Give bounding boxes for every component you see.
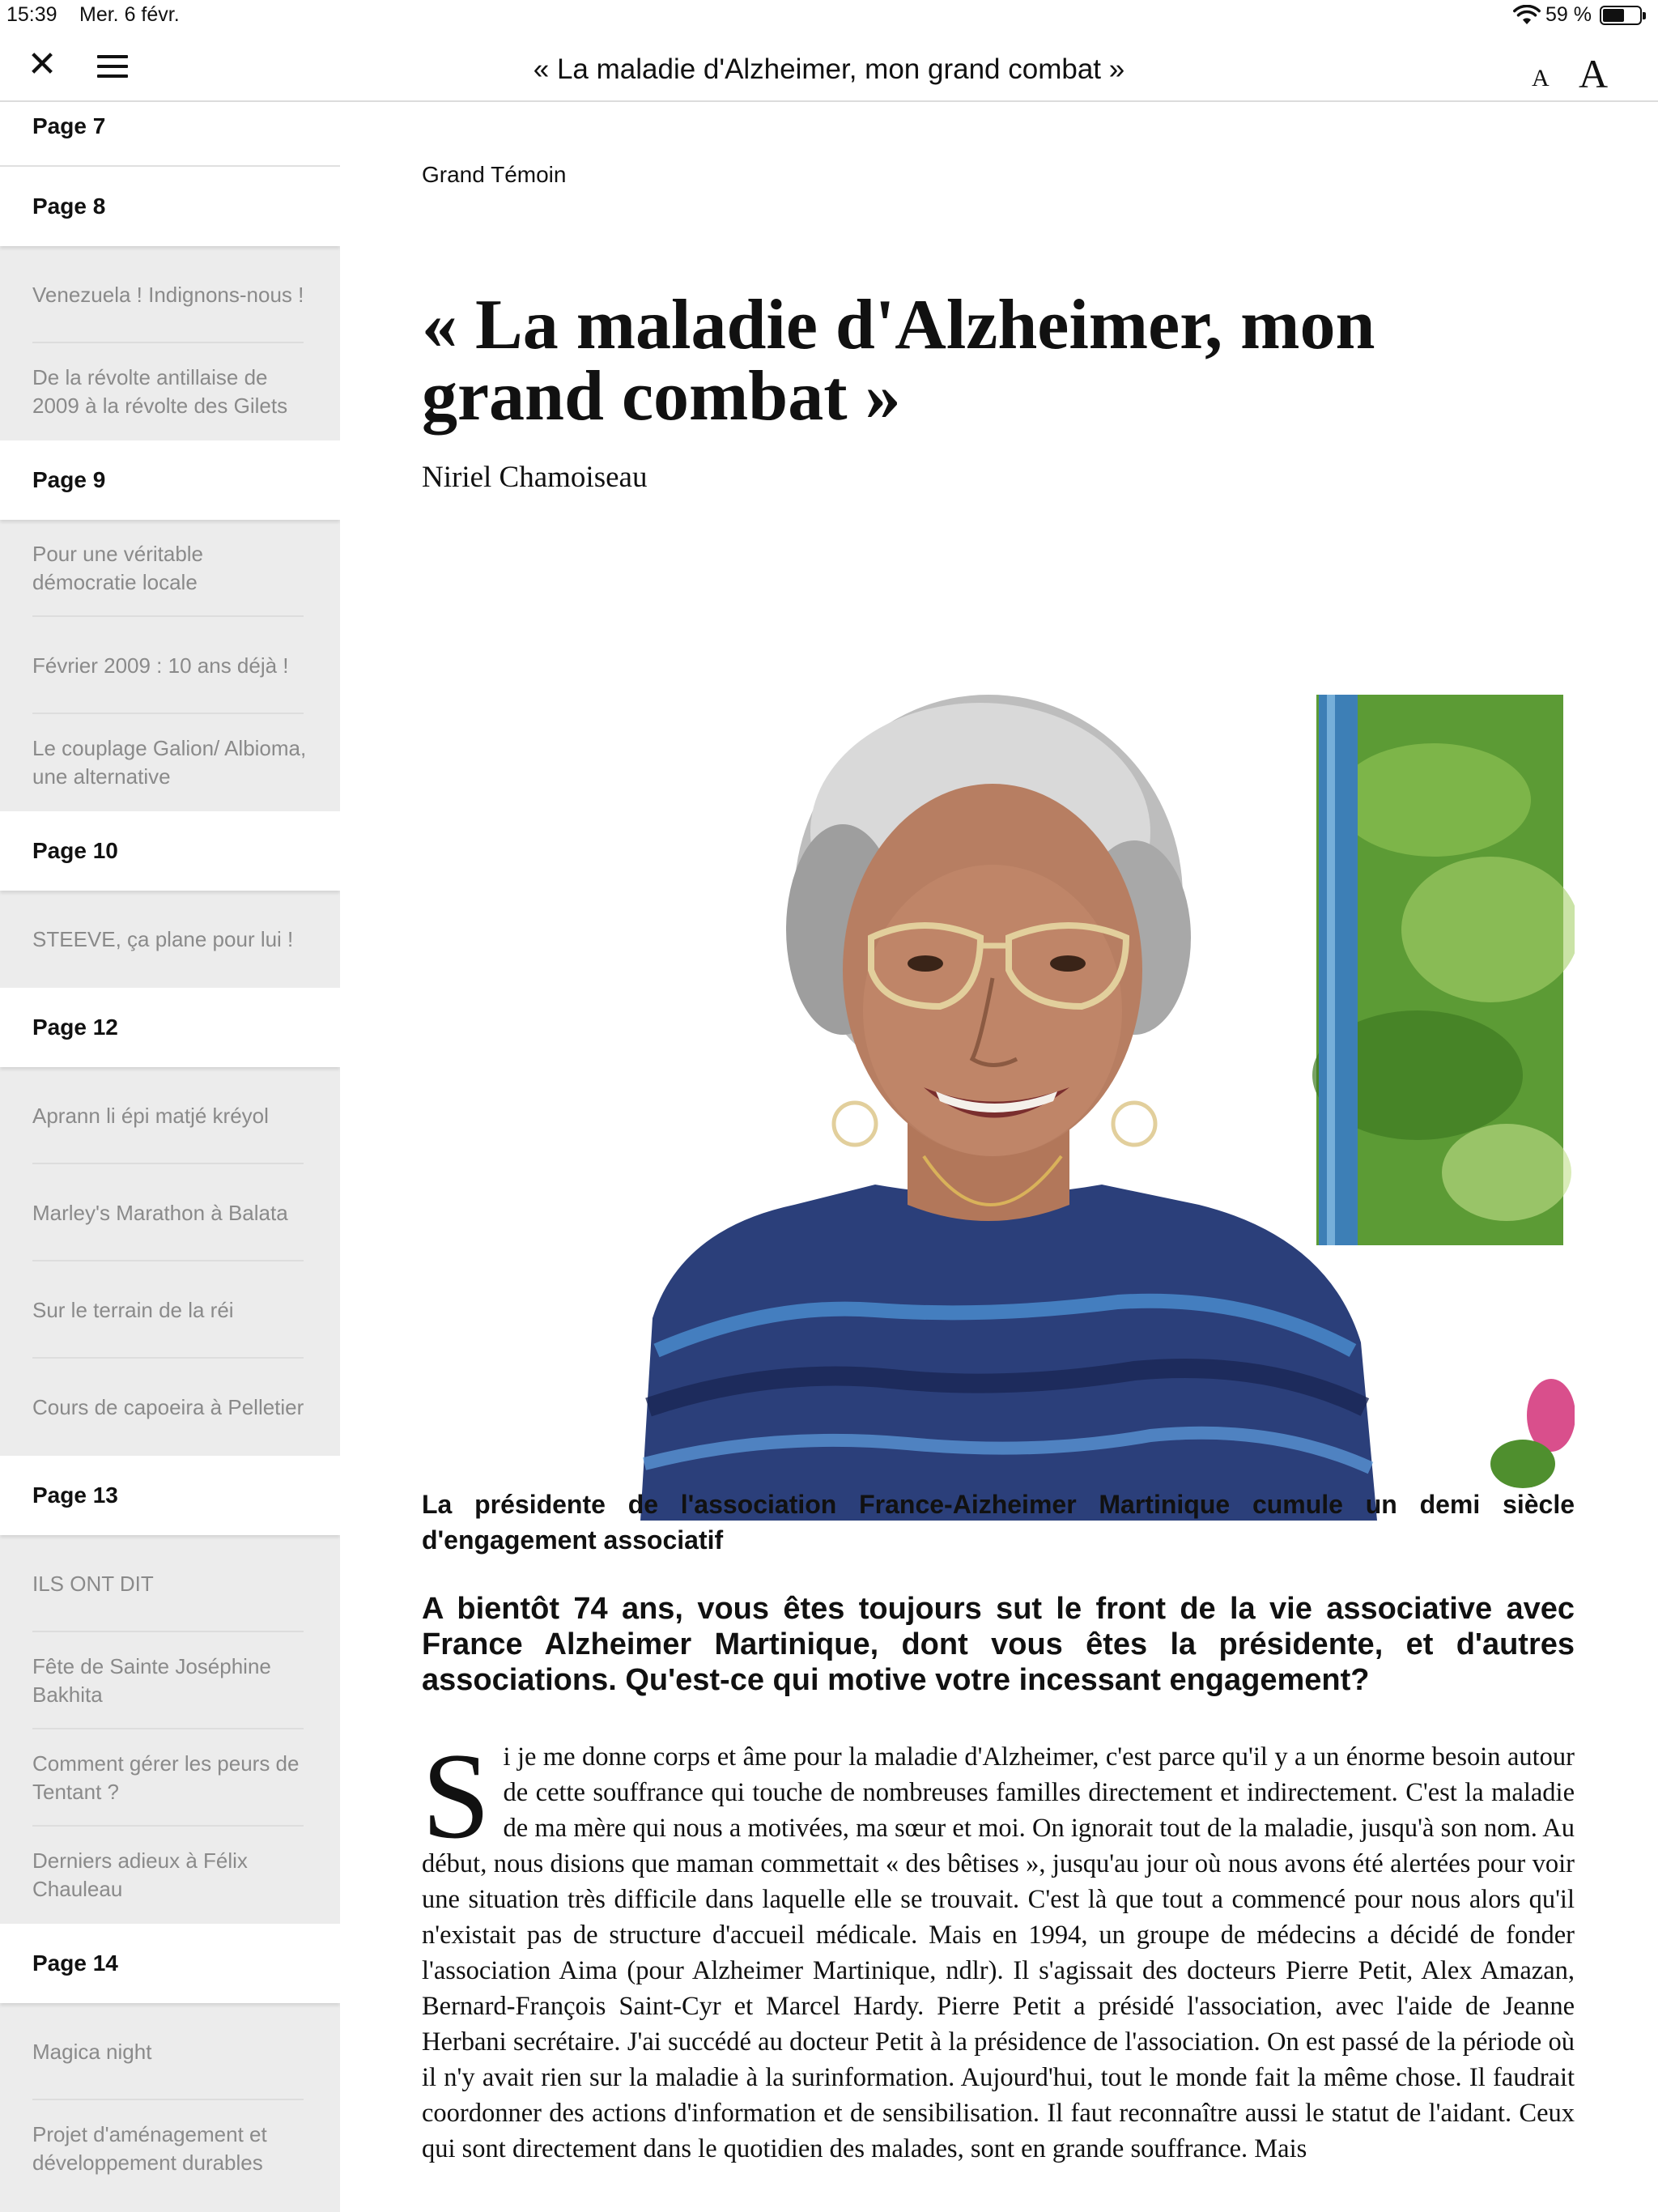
sidebar-page-header[interactable]: Page 7: [0, 104, 340, 167]
status-right: [1513, 3, 1642, 27]
sidebar-article-label: STEEVE, ça plane pour lui !: [32, 926, 294, 951]
sidebar-article-label: Aprann li épi matjé kréyol: [32, 1103, 269, 1128]
sidebar-article-label: Marley's Marathon à Balata: [32, 1200, 288, 1225]
sidebar-article-item[interactable]: [0, 891, 340, 988]
article-body-text: i je me donne corps et âme pour la maladie d'Alzheimer, c'est parce qu'il y a un énorme besoin autour de cette souffrance qui touche de nombreuses familles directement et indirectement. C'est la maladie de ma mère qui nous a motivées, ma sœur et moi. On ignorait tout de la maladie, jusqu'à son nom. Au début, nous disions que maman commettait « des bêtises », jusqu'au jour où nous avons été alertées pour voir une situation très difficile dans laquelle elle se trouvait. C'est là que tout a commencé pour nous alors qu'il n'existait pas de structure d'accueil médicale. Mais en 1994, un groupe de médecins a décidé de fonder l'association Aima (pour Alzheimer Martinique, ndlr). Il s'agissait des docteurs Pierre Petit, Alex Amazan, Bernard-François Saint-Cyr et Marcel Hardy. Pierre Petit a présidé l'association, avec l'aide de Jeanne Herbani secrétaire. J'ai succédé au docteur Petit à la présidence de l'association. On est passé de la période où il n'y avait rien sur la maladie à la surinformation. Aujourd'hui, tout le monde fait la même chose. Il faudrait coordonner des actions d'information et de sensibilisation. Il faut reconnaître aussi le statut de l'aidant. Ceux qui sont directement dans le quotidien des malades, sont en grande souffrance. Mais: [422, 1742, 1575, 2163]
sidebar-article-item[interactable]: [0, 1261, 340, 1359]
sidebar-page-header[interactable]: Page 9: [0, 440, 340, 520]
battery-fill: [1603, 9, 1624, 22]
sidebar-article-item[interactable]: [0, 1164, 340, 1261]
close-icon[interactable]: ✕: [27, 45, 57, 84]
sidebar-article-label: Le couplage Galion/ Albioma, une alternative: [32, 736, 307, 789]
article-headline: « La maladie d'Alzheimer, mon grand combat »: [422, 286, 1375, 436]
sidebar-article-item[interactable]: [0, 343, 340, 440]
sidebar-article-item[interactable]: [0, 1632, 340, 1729]
toolbar-title: « La maladie d'Alzheimer, mon grand combat »: [533, 53, 1125, 85]
sidebar-article-item[interactable]: [0, 1067, 340, 1164]
sidebar-article-item[interactable]: [0, 1359, 340, 1456]
sidebar-page-header[interactable]: Page 12: [0, 988, 340, 1067]
sidebar-article-label: Venezuela ! Indignons-nous !: [32, 282, 304, 307]
sidebar-article-label: Comment gérer les peurs de Tentant ?: [32, 1751, 300, 1804]
sidebar-article-item[interactable]: [0, 2003, 340, 2100]
sidebar-article-label: Projet d'aménagement et développement durables: [32, 2122, 267, 2175]
article-kicker: Grand Témoin: [422, 162, 567, 187]
decrease-font-button[interactable]: A: [1532, 65, 1550, 91]
sidebar-article-item[interactable]: [0, 1535, 340, 1632]
sidebar-article-label: Pour une véritable démocratie locale: [32, 542, 204, 594]
status-bar: [0, 0, 1658, 32]
sidebar-page-header[interactable]: Page 14: [0, 1924, 340, 2003]
sidebar-page-header[interactable]: Page 8: [0, 167, 340, 246]
sidebar-article-item[interactable]: [0, 617, 340, 714]
sidebar-article-item[interactable]: [0, 714, 340, 811]
sidebar-article-label: Magica night: [32, 2039, 152, 2064]
sidebar-article-label: Cours de capoeira à Pelletier: [32, 1394, 304, 1419]
sidebar-page-header[interactable]: Page 13: [0, 1456, 340, 1535]
sidebar-article-label: Sur le terrain de la réi: [32, 1297, 234, 1322]
article-author: Niriel Chamoiseau: [422, 461, 648, 494]
hamburger-menu-icon[interactable]: [97, 55, 128, 78]
status-time: 15:39: [6, 3, 57, 26]
sidebar-article-item[interactable]: [0, 246, 340, 343]
sidebar-article-item[interactable]: [0, 1729, 340, 1827]
article-body: [422, 1728, 1575, 2167]
sidebar-article-item[interactable]: [0, 520, 340, 617]
sidebar-article-label: Fête de Sainte Joséphine Bakhita: [32, 1654, 271, 1707]
battery-percent: 59 %: [1545, 3, 1592, 26]
sidebar-article-label: Derniers adieux à Félix Chauleau: [32, 1848, 248, 1901]
wifi-icon: [1513, 5, 1541, 26]
increase-font-button[interactable]: A: [1579, 51, 1609, 96]
sidebar-article-label: ILS ONT DIT: [32, 1571, 154, 1596]
battery-icon: [1600, 6, 1642, 25]
sidebar-page-header[interactable]: Page 10: [0, 811, 340, 891]
sidebar-article-label: Février 2009 : 10 ans déjà !: [32, 653, 289, 678]
portrait-photo: [422, 589, 1575, 1521]
drop-cap: S: [422, 1728, 491, 1864]
interview-question: A bientôt 74 ans, vous êtes toujours sut le front de la vie associative avec France Alzheimer Martinique, dont vous êtes la présidente, et d'autres associations. Qu'est-ce qui motive votre incessant engagement?: [422, 1592, 1575, 1697]
sidebar-article-label: De la révolte antillaise de 2009 à la révolte des Gilets: [32, 365, 288, 418]
table-of-contents-sidebar[interactable]: [0, 104, 340, 2212]
sidebar-article-item[interactable]: [0, 2100, 340, 2197]
portrait-illustration: [422, 589, 1575, 1521]
reader-toolbar: [0, 32, 1658, 102]
article-subtitle: La présidente de l'association France-Aizheimer Martinique cumule un demi siècle d'engagement associatif: [422, 1490, 1575, 1555]
sidebar-article-item[interactable]: [0, 1827, 340, 1924]
status-date: Mer. 6 févr.: [79, 3, 180, 26]
